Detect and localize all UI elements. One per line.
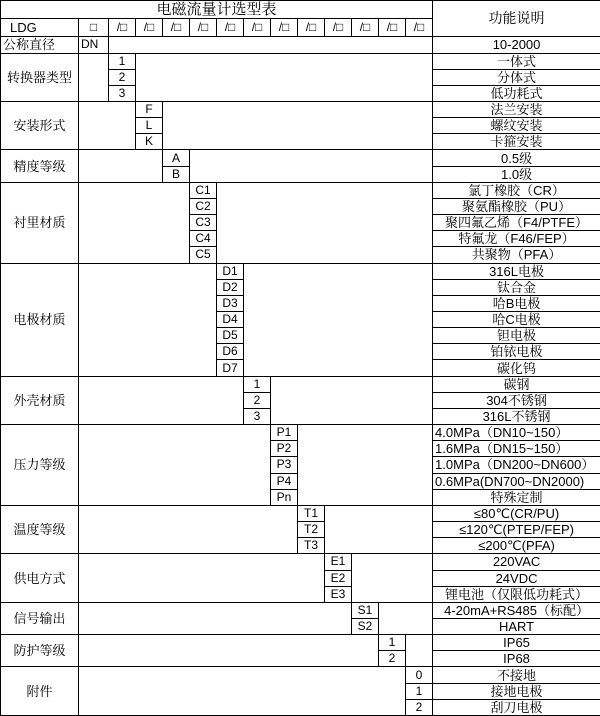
function-cell: 钛合金 [433,279,600,295]
category-label: 精度等级 [1,150,79,182]
function-cell: ≤120℃(PTEP/FEP) [433,522,600,538]
code-cell: S1 [352,602,379,618]
empty-cell [352,554,433,602]
code-cell: A [163,150,190,166]
empty-cell [79,53,109,101]
empty-cell [79,376,244,424]
table-row [1,53,600,69]
function-cell: 316L电极 [433,263,600,279]
format-slot: /□ [406,19,433,37]
table-title: 电磁流量计选型表 [1,1,433,19]
function-cell: 卡箍安装 [433,134,600,150]
table-row [1,263,600,279]
code-cell: D4 [217,312,244,328]
code-cell: T3 [298,538,325,554]
code-cell: D2 [217,279,244,295]
code-cell: 2 [379,651,406,667]
format-slot: /□ [244,19,271,37]
function-cell: 4-20mA+RS485（标配） [433,602,600,618]
empty-cell [79,667,406,716]
function-cell: 一体式 [433,53,600,69]
code-cell: 1 [109,53,136,69]
code-cell: 0 [406,667,433,683]
code-cell: D6 [217,344,244,360]
format-slot: /□ [352,19,379,37]
format-slot: /□ [325,19,352,37]
function-cell: 0.6MPa(DN700~DN2000) [433,473,600,489]
code-cell: E2 [325,570,352,586]
code-cell: K [136,134,163,150]
empty-cell [298,425,433,506]
code-cell: 1 [379,635,406,651]
format-slot: /□ [217,19,244,37]
table-row [1,37,600,53]
code-cell: P1 [271,425,298,441]
category-label: 防护等级 [1,635,79,667]
format-slot: /□ [298,19,325,37]
code-cell: S2 [352,618,379,634]
function-cell: 刮刀电极 [433,699,600,715]
code-cell: F [136,101,163,117]
code-cell: E1 [325,554,352,570]
table-row [1,425,600,441]
table-row [1,150,600,166]
empty-cell [271,376,433,424]
category-label: 安装形式 [1,101,79,149]
code-cell: C5 [190,247,217,263]
function-cell: 螺纹安装 [433,118,600,134]
code-cell: 1 [406,683,433,699]
empty-cell [244,263,433,376]
table-row [1,505,600,521]
empty-cell [79,505,298,553]
category-label: 供电方式 [1,554,79,602]
empty-cell [79,101,136,149]
code-cell: 2 [244,392,271,408]
code-cell: 1 [244,376,271,392]
function-cell: 锂电池（仅限低功耗式） [433,586,600,602]
function-cell: 特氟龙（F46/FEP） [433,231,600,247]
function-cell: 钽电极 [433,328,600,344]
function-cell: 304不锈钢 [433,392,600,408]
category-label: 衬里材质 [1,182,79,263]
code-cell: 3 [244,408,271,424]
empty-cell [163,101,433,149]
function-cell: 0.5级 [433,150,600,166]
code-cell: E3 [325,586,352,602]
table-row [1,635,600,651]
code-cell: T1 [298,505,325,521]
code-cell: D3 [217,295,244,311]
function-cell: 220VAC [433,554,600,570]
code-cell: C2 [190,198,217,214]
empty-cell [379,602,433,634]
code-cell: P4 [271,473,298,489]
title-row [1,1,600,19]
empty-cell [406,635,433,667]
empty-cell [217,182,433,263]
model-prefix: LDG [1,19,79,37]
function-cell: IP65 [433,635,600,651]
code-cell: D1 [217,263,244,279]
function-cell: 1.0级 [433,166,600,182]
code-cell: 2 [406,699,433,715]
function-cell: 聚四氟乙烯（F4/PTFE） [433,215,600,231]
empty-cell [136,53,433,101]
function-cell: 特殊定制 [433,489,600,505]
function-cell: 分体式 [433,69,600,85]
code-cell: 2 [109,69,136,85]
code-cell: B [163,166,190,182]
function-cell: 1.6MPa（DN15~150） [433,441,600,457]
function-column-header: 功能说明 [433,1,600,37]
code-cell: C1 [190,182,217,198]
format-slot: /□ [190,19,217,37]
category-label: 电极材质 [1,263,79,376]
function-cell: 10-2000 [433,37,600,53]
function-cell: HART [433,618,600,634]
function-cell: 不接地 [433,667,600,683]
category-label: 附件 [1,667,79,716]
function-cell: 24VDC [433,570,600,586]
function-cell: ≤200℃(PFA) [433,538,600,554]
function-cell: 低功耗式 [433,85,600,101]
empty-cell [79,554,325,602]
table-row [1,554,600,570]
function-cell: 法兰安装 [433,101,600,117]
function-cell: 哈B电极 [433,295,600,311]
function-cell: 氯丁橡胶（CR） [433,182,600,198]
empty-cell [79,602,352,634]
table-row [1,101,600,117]
format-slot: /□ [163,19,190,37]
function-cell: 316L不锈钢 [433,408,600,424]
category-label: 压力等级 [1,425,79,506]
format-slot: /□ [109,19,136,37]
table-row [1,182,600,198]
function-cell: 哈C电极 [433,312,600,328]
table-row [1,376,600,392]
empty-cell [190,150,433,182]
empty-cell [79,263,217,376]
empty-cell [79,150,163,182]
code-cell: C3 [190,215,217,231]
empty-cell [79,425,271,506]
function-cell: 4.0MPa（DN10~150） [433,425,600,441]
category-label: 公称直径 [1,37,79,53]
empty-cell [325,505,433,553]
empty-cell [79,182,190,263]
function-cell: 铂铱电极 [433,344,600,360]
code-box: □ [79,19,109,37]
empty-cell [79,635,379,667]
function-cell: IP68 [433,651,600,667]
function-cell: 碳化钨 [433,360,600,376]
code-cell: 3 [109,85,136,101]
category-label: 信号输出 [1,602,79,634]
code-cell: P2 [271,441,298,457]
format-slot: /□ [271,19,298,37]
code-cell: D7 [217,360,244,376]
function-cell: 1.0MPa（DN200~DN600） [433,457,600,473]
function-cell: 碳钢 [433,376,600,392]
function-cell: 共聚物（PFA） [433,247,600,263]
category-label: 温度等级 [1,505,79,553]
format-slot: /□ [379,19,406,37]
code-cell: L [136,118,163,134]
table-row [1,667,600,683]
function-cell: 聚氨酯橡胶（PU） [433,198,600,214]
code-cell: D5 [217,328,244,344]
code-cell: C4 [190,231,217,247]
category-label: 转换器类型 [1,53,79,101]
code-cell: DN [79,37,109,53]
function-cell: 接地电极 [433,683,600,699]
category-label: 外壳材质 [1,376,79,424]
table-row [1,602,600,618]
code-cell: T2 [298,522,325,538]
empty-cell [109,37,433,53]
selection-table-body [1,1,600,716]
code-cell: Pn [271,489,298,505]
function-cell: ≤80℃(CR/PU) [433,505,600,521]
code-cell: P3 [271,457,298,473]
format-slot: /□ [136,19,163,37]
